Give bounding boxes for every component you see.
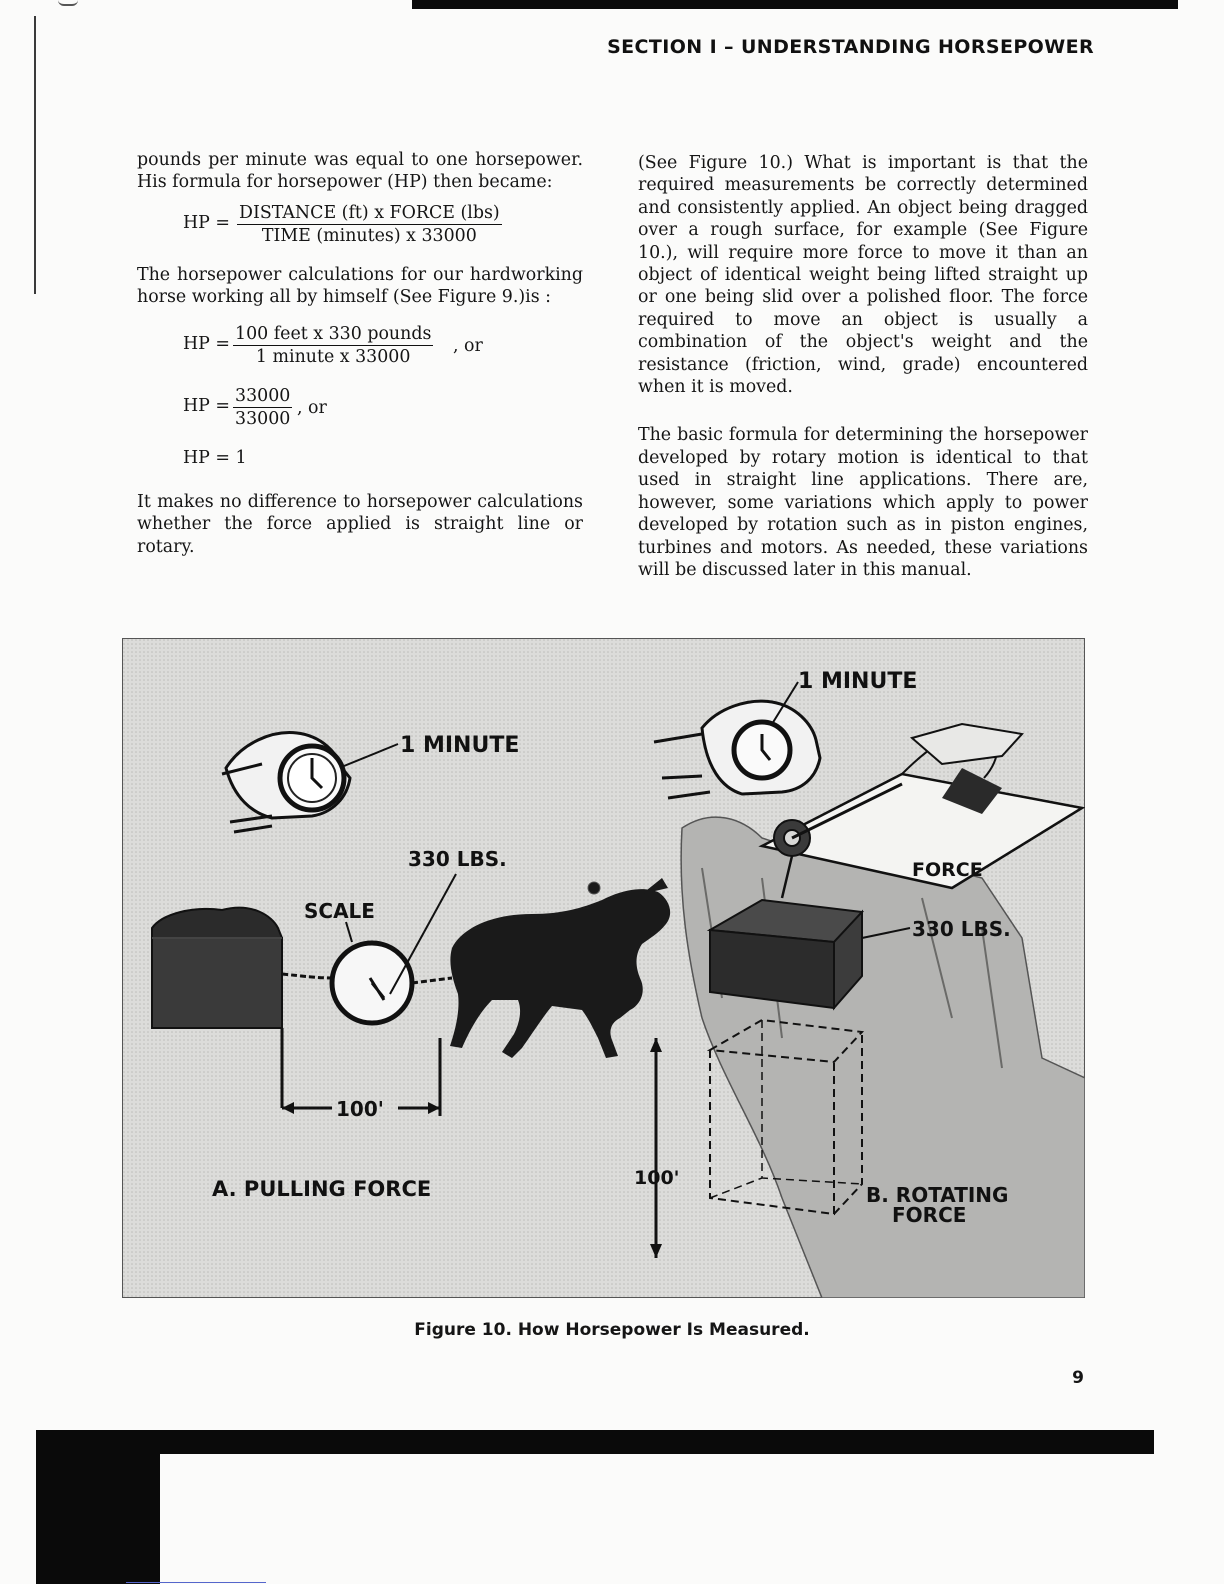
left-paragraph-1: pounds per minute was equal to one horsepower. His formula for horsepower (HP) then became: [137, 150, 583, 193]
formula-ratio [137, 385, 583, 443]
formula-general [137, 202, 583, 260]
left-column [137, 149, 583, 558]
panel-b-minute-label: 1 MINUTE [798, 669, 918, 694]
panel-b-title-line-1: B. ROTATING [866, 1183, 1009, 1207]
figure-illustration [122, 638, 1085, 1298]
left-paragraph-2: The horsepower calculations for our hardworking horse working all by himself (See Figure 9.)is : [137, 264, 583, 308]
corner-mark [58, 0, 78, 6]
formula-general-numerator: DISTANCE (ft) x FORCE (lbs) [237, 202, 502, 225]
bottom-line [126, 1582, 266, 1583]
formula-ratio-lhs: HP = [183, 395, 230, 416]
formula-horse [137, 323, 583, 381]
formula-horse-suffix: , or [453, 335, 483, 356]
bottom-band [36, 1430, 1154, 1454]
section-title: SECTION I – UNDERSTANDING HORSEPOWER [607, 36, 1094, 58]
panel-a-title: A. PULLING FORCE [212, 1177, 432, 1201]
panel-b-title-line-2: FORCE [892, 1203, 967, 1227]
left-margin-rule [34, 16, 36, 294]
formula-horse-lhs: HP = [183, 333, 230, 354]
top-rule [412, 0, 1178, 9]
formula-ratio-suffix: , or [297, 397, 327, 418]
figure-caption: Figure 10. How Horsepower Is Measured. [414, 1320, 810, 1340]
page-number: 9 [1072, 1368, 1084, 1388]
right-paragraph-1: (See Figure 10.) What is important is that the required measurements be correctly determined and consistently applied. An object being dragged over a rough surface, for example (See Figure 10.), will require more force to move it than an object of identical weight being lifted straight up or one being slid over a polished floor. The force required to move an object is usually a combination of the object's weight and the resistance (friction, wind, grade) encountered when it is moved. [638, 153, 1088, 398]
figure-10 [122, 638, 1085, 1298]
formula-horse-fraction [233, 323, 433, 369]
scale-label: SCALE [304, 899, 375, 923]
panel-a-distance-label: 100' [336, 1097, 384, 1121]
formula-ratio-numerator: 33000 [233, 385, 292, 408]
formula-ratio-fraction [233, 385, 292, 431]
formula-horse-denominator: 1 minute x 33000 [255, 347, 411, 368]
panel-a-weight-label: 330 LBS. [408, 847, 507, 871]
formula-ratio-denominator: 33000 [235, 409, 291, 430]
bottom-block [36, 1430, 160, 1584]
panel-b-force-label: FORCE [912, 859, 983, 881]
panel-b-distance-label: 100' [634, 1167, 680, 1189]
right-column [638, 152, 1088, 581]
left-paragraph-3: It makes no difference to horsepower calculations whether the force applied is straight line or rotary. [137, 492, 583, 557]
panel-a-minute-label: 1 MINUTE [400, 733, 520, 758]
formula-horse-numerator: 100 feet x 330 pounds [233, 323, 433, 346]
formula-general-lhs: HP = [183, 212, 230, 233]
crate-icon [710, 900, 862, 1008]
formula-general-denominator: TIME (minutes) x 33000 [261, 226, 477, 247]
formula-general-fraction [237, 202, 502, 248]
panel-b-weight-label: 330 LBS. [912, 917, 1011, 941]
rock-load-icon [152, 908, 282, 1028]
right-paragraph-2: The basic formula for determining the horsepower developed by rotary motion is identical to that used in straight line applications. There are, however, some variations which apply to power developed by rotation such as in piston engines, turbines and motors. As needed, these variations will be discussed later in this manual. [638, 425, 1088, 580]
formula-result: HP = 1 [183, 447, 247, 468]
